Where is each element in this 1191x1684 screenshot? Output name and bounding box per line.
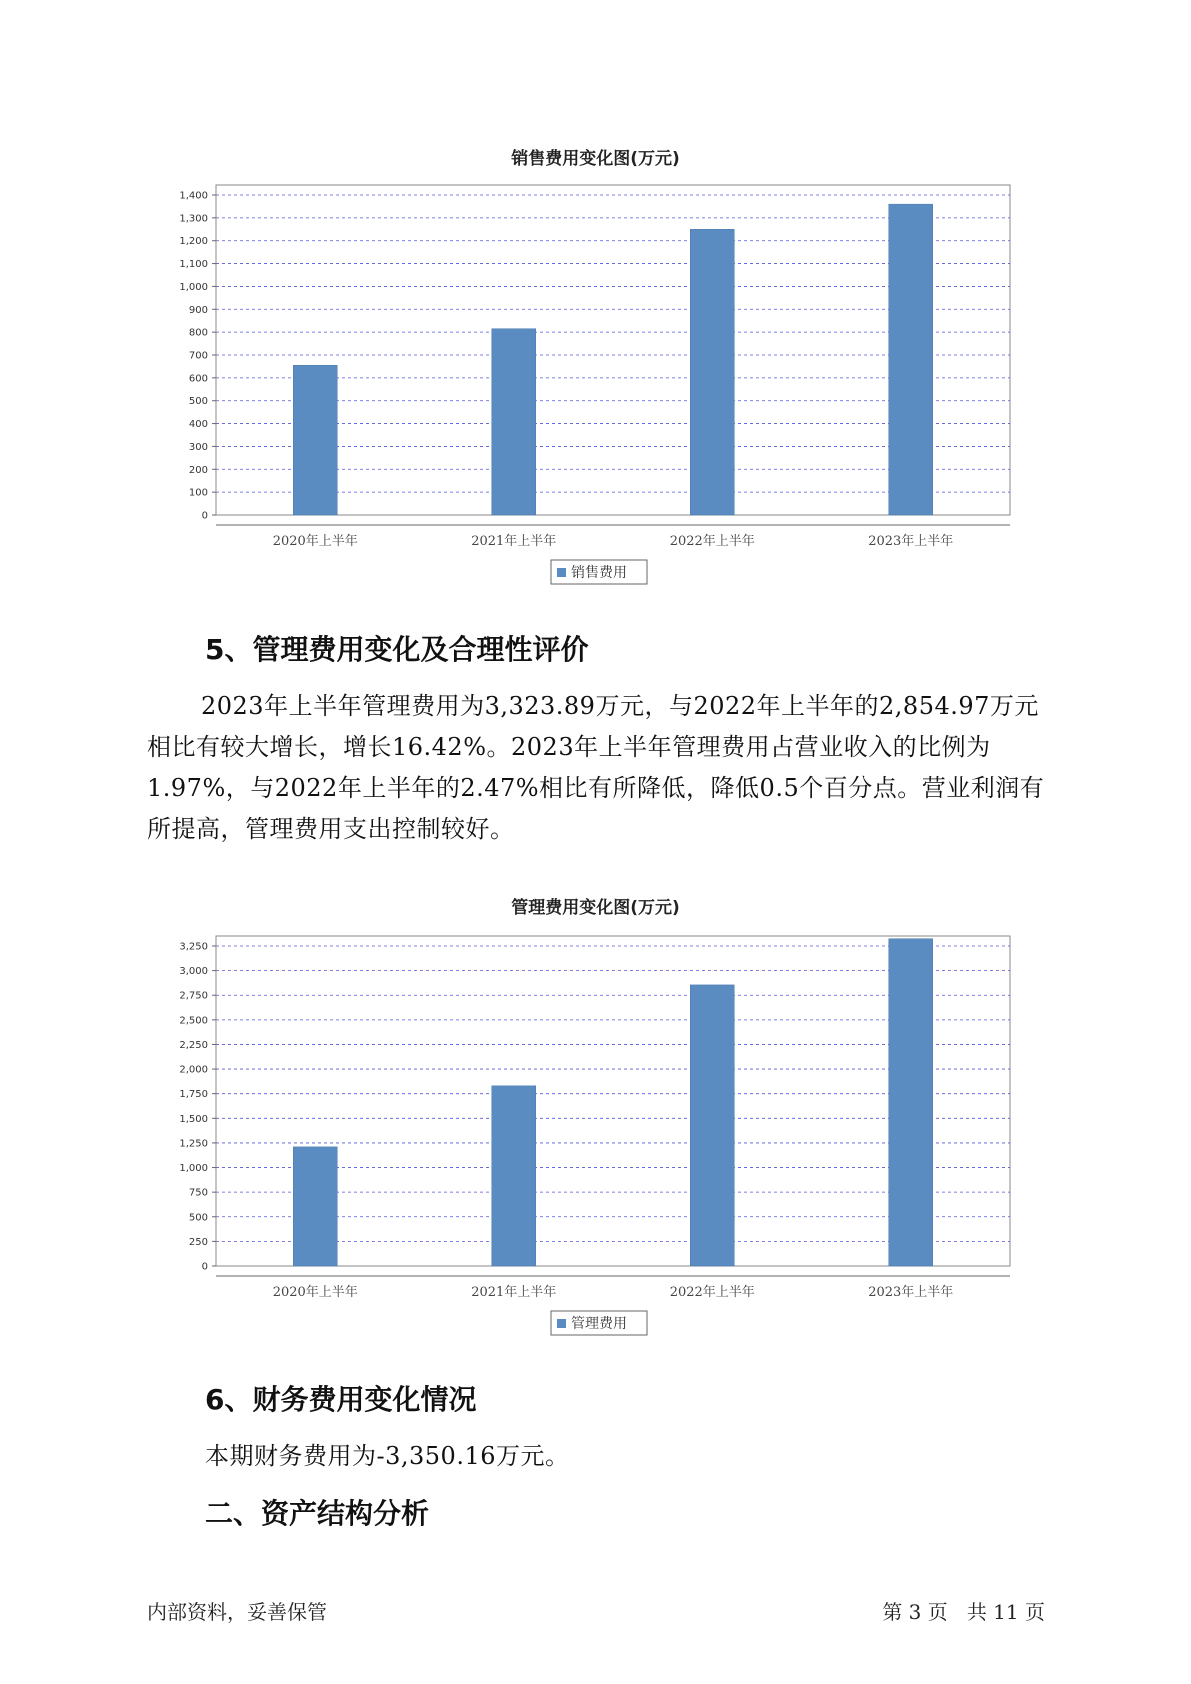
y-tick-label: 0 (201, 1261, 208, 1273)
y-tick-label: 700 (188, 350, 208, 362)
bar-sales-4 (889, 204, 933, 515)
x-tick-label: 2020年上半年 (272, 534, 358, 549)
y-tick-label: 300 (188, 441, 208, 453)
section-6-heading: 6、财务费用变化情况 (205, 1383, 477, 1416)
y-tick-label: 2,500 (179, 1015, 208, 1027)
y-tick-label: 750 (188, 1187, 208, 1199)
y-tick-label: 600 (188, 373, 208, 385)
sales-expense-chart (0, 170, 1191, 600)
y-tick-label: 1,200 (179, 236, 208, 248)
y-tick-label: 1,750 (179, 1089, 208, 1101)
x-tick-label: 2023年上半年 (868, 1285, 954, 1300)
y-tick-label: 2,750 (179, 990, 208, 1002)
y-tick-label: 900 (188, 304, 208, 316)
y-tick-label: 1,000 (179, 281, 208, 293)
legend-label: 销售费用 (571, 565, 627, 581)
bar-admin-2 (492, 1086, 536, 1266)
y-tick-label: 1,400 (179, 190, 208, 202)
y-tick-label: 2,250 (179, 1039, 208, 1051)
x-tick-label: 2022年上半年 (669, 534, 755, 549)
y-tick-label: 0 (201, 510, 208, 522)
chart-title-admin: 管理费用变化图(万元) (511, 898, 680, 918)
legend-swatch (557, 1319, 566, 1328)
admin-expense-chart (0, 921, 1191, 1351)
bar-sales-3 (690, 229, 734, 515)
bar-sales-2 (492, 329, 536, 515)
footer-confidential-note: 内部资料，妥善保管 (147, 1600, 327, 1624)
y-tick-label: 100 (188, 487, 208, 499)
y-tick-label: 1,500 (179, 1113, 208, 1125)
section-two-heading: 二、资产结构分析 (205, 1497, 430, 1530)
y-tick-label: 1,300 (179, 213, 208, 225)
x-tick-label: 2020年上半年 (272, 1285, 358, 1300)
y-tick-label: 3,000 (179, 966, 208, 978)
legend-swatch (557, 568, 566, 577)
section-6-paragraph: 本期财务费用为-3,350.16万元。 (205, 1442, 570, 1470)
y-tick-label: 400 (188, 419, 208, 431)
y-tick-label: 800 (188, 327, 208, 339)
bar-admin-3 (690, 985, 734, 1266)
bar-sales-1 (293, 365, 337, 515)
x-tick-label: 2021年上半年 (471, 1285, 557, 1300)
y-tick-label: 3,250 (179, 941, 208, 953)
footer-page-number: 第 3 页 共 11 页 (882, 1600, 1045, 1624)
bar-admin-4 (889, 939, 933, 1266)
section-5-heading: 5、管理费用变化及合理性评价 (205, 633, 589, 666)
y-tick-label: 200 (188, 464, 208, 476)
x-tick-label: 2021年上半年 (471, 534, 557, 549)
bar-admin-1 (293, 1147, 337, 1266)
x-tick-label: 2022年上半年 (669, 1285, 755, 1300)
y-tick-label: 1,000 (179, 1163, 208, 1175)
y-tick-label: 500 (188, 1212, 208, 1224)
y-tick-label: 2,000 (179, 1064, 208, 1076)
chart-title-sales: 销售费用变化图(万元) (511, 149, 680, 169)
y-tick-label: 1,100 (179, 259, 208, 271)
x-tick-label: 2023年上半年 (868, 534, 954, 549)
y-tick-label: 1,250 (179, 1138, 208, 1150)
y-tick-label: 250 (188, 1236, 208, 1248)
y-tick-label: 500 (188, 396, 208, 408)
section-5-paragraph: 2023年上半年管理费用为3,323.89万元，与2022年上半年的2,854.97万元相比有较大增长，增长16.42%。2023年上半年管理费用占营业收入的比例为1.97%，与2022年上半年的2.47%相比有所降低，降低0.5个百分点。营业利润有所提高，管理费用支出控制较好。 (147, 692, 1045, 843)
legend-label: 管理费用 (571, 1316, 627, 1332)
